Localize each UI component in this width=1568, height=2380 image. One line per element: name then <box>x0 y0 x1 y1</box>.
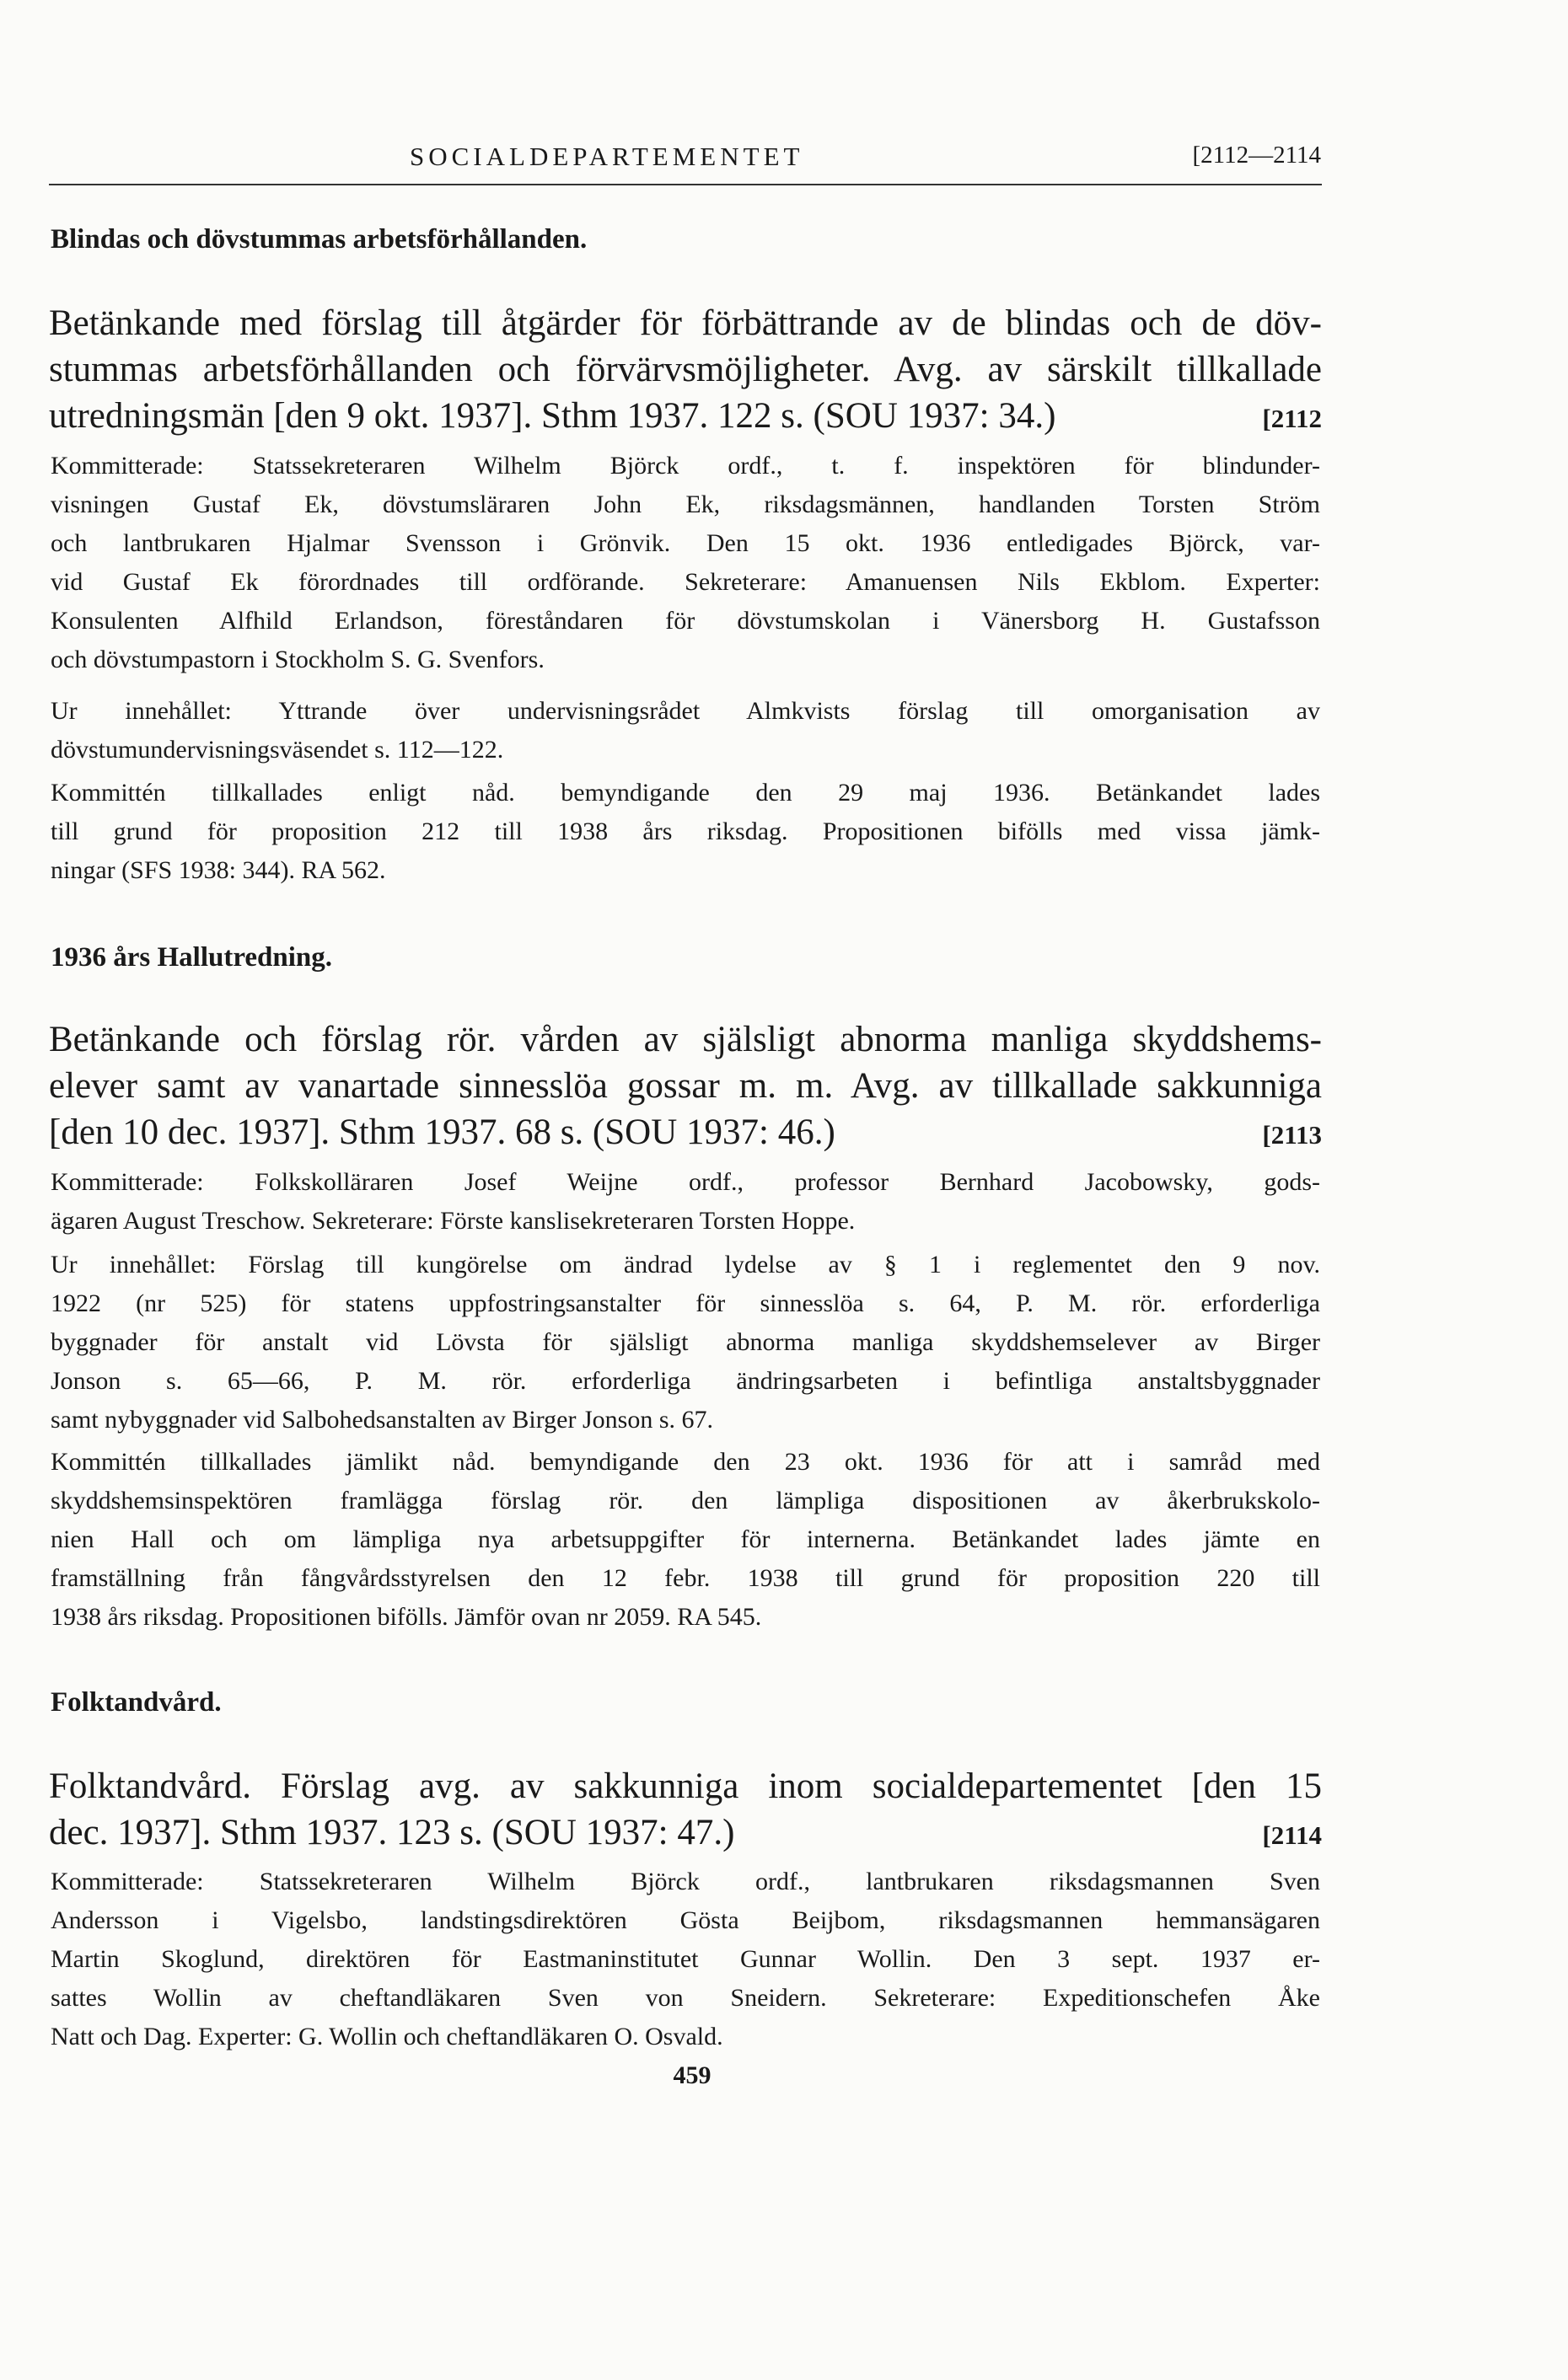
paragraph-kommitterade-2112 <box>51 447 1320 679</box>
text-line: samt nybyggnader vid Salbohedsanstalten av Birger Jonson s. 67. <box>51 1406 714 1434</box>
text-line: Kommittén tillkallades jämlikt nåd. bemyndigande den 23 okt. 1936 för att i samråd med <box>51 1448 1320 1476</box>
running-range: [2112—2114 <box>1192 142 1321 169</box>
text-line: Kommitterade: Statssekreteraren Wilhelm Björck ordf., lantbrukaren riksdagsmannen Sven <box>51 1868 1320 1895</box>
paragraph-innehall-2113 <box>51 1246 1320 1439</box>
title-line: Folktandvård. Förslag avg. av sakkunniga inom socialdepartementet [den 15 <box>49 1766 1322 1806</box>
text-line: Kommittén tillkallades enligt nåd. bemyndigande den 29 maj 1936. Betänkandet lades <box>51 779 1320 807</box>
text-line: Kommitterade: Statssekreteraren Wilhelm Björck ordf., t. f. inspektören för blindunder- <box>51 452 1320 480</box>
paragraph-kommitterade-2113 <box>51 1163 1320 1241</box>
entry-title-2114 <box>49 1763 1322 1858</box>
paragraph-kommitten-2112 <box>51 774 1320 890</box>
text-line: sattes Wollin av cheftandläkaren Sven von Sneidern. Sekreterare: Expeditionschefen Åke <box>51 1984 1320 2012</box>
text-line: Kommitterade: Folkskolläraren Josef Weijne ordf., professor Bernhard Jacobowsky, gods- <box>51 1168 1320 1196</box>
entry-title-2113 <box>49 1016 1322 1158</box>
text-line: Ur innehållet: Förslag till kungörelse om ändrad lydelse av § 1 i reglementet den 9 nov. <box>51 1251 1320 1278</box>
paragraph-innehall-2112 <box>51 692 1320 769</box>
title-line: dec. 1937]. Sthm 1937. 123 s. (SOU 1937: 47.) <box>49 1813 735 1852</box>
running-title: SOCIALDEPARTEMENTET <box>410 142 804 171</box>
text-line: 1922 (nr 525) för statens uppfostringsanstalter för sinnesslöa s. 64, P. M. rör. erforderliga <box>51 1289 1320 1317</box>
text-line: nien Hall och om lämpliga nya arbetsuppgifter för internerna. Betänkandet lades jämte en <box>51 1525 1320 1553</box>
entry-number-2113: [2113 <box>1262 1120 1322 1150</box>
text-line: Ur innehållet: Yttrande över undervisningsrådet Almkvists förslag till omorganisation av <box>51 697 1320 725</box>
entry-number-2114: [2114 <box>1262 1820 1322 1850</box>
text-line: ägaren August Treschow. Sekreterare: Förste kanslisekreteraren Torsten Hoppe. <box>51 1207 856 1235</box>
entry-title-2112 <box>49 300 1322 442</box>
paragraph-kommitten-2113 <box>51 1443 1320 1637</box>
section-heading-hallutredning: 1936 års Hallutredning. <box>51 942 333 973</box>
text-line: Konsulenten Alfhild Erlandson, föreståndaren för dövstumskolan i Vänersborg H. Gustafsson <box>51 607 1320 635</box>
title-line: Betänkande med förslag till åtgärder för förbättrande av de blindas och de döv- <box>49 303 1322 343</box>
title-line: utredningsmän [den 9 okt. 1937]. Sthm 1937. 122 s. (SOU 1937: 34.) <box>49 396 1056 436</box>
title-line: [den 10 dec. 1937]. Sthm 1937. 68 s. (SOU 1937: 46.) <box>49 1112 835 1152</box>
text-line: Andersson i Vigelsbo, landstingsdirektören Gösta Beijbom, riksdagsmannen hemmansägaren <box>51 1906 1320 1934</box>
text-line: Natt och Dag. Experter: G. Wollin och cheftandläkaren O. Osvald. <box>51 2023 723 2050</box>
text-line: och lantbrukaren Hjalmar Svensson i Grönvik. Den 15 okt. 1936 entledigades Björck, var- <box>51 529 1320 557</box>
section-heading-folktandvard: Folktandvård. <box>51 1687 222 1718</box>
entry-number-2112: [2112 <box>1262 404 1322 433</box>
text-line: till grund för proposition 212 till 1938 års riksdag. Propositionen bifölls med vissa jämk- <box>51 817 1320 845</box>
title-line: elever samt av vanartade sinnesslöa gossar m. m. Avg. av tillkallade sakkunniga <box>49 1066 1322 1106</box>
text-line: vid Gustaf Ek förordnades till ordförande. Sekreterare: Amanuensen Nils Ekblom. Experter: <box>51 568 1320 596</box>
title-line: Betänkande och förslag rör. vården av själsligt abnorma manliga skyddshems- <box>49 1020 1322 1059</box>
text-line: skyddshemsinspektören framlägga förslag rör. den lämpliga dispositionen av åkerbrukskolo- <box>51 1487 1320 1514</box>
text-line: Jonson s. 65—66, P. M. rör. erforderliga ändringsarbeten i befintliga anstaltsbyggnader <box>51 1367 1320 1395</box>
text-line: Martin Skoglund, direktören för Eastmaninstitutet Gunnar Wollin. Den 3 sept. 1937 er- <box>51 1945 1320 1973</box>
header-rule <box>49 184 1322 185</box>
text-line: dövstumundervisningsväsendet s. 112—122. <box>51 736 504 764</box>
text-line: visningen Gustaf Ek, dövstumsläraren John Ek, riksdagsmännen, handlanden Torsten Ström <box>51 490 1320 518</box>
running-head <box>0 142 1568 184</box>
text-line: och dövstumpastorn i Stockholm S. G. Svenfors. <box>51 646 545 673</box>
section-heading-blindas: Blindas och dövstummas arbetsförhållanden. <box>51 224 588 255</box>
paragraph-kommitterade-2114 <box>51 1863 1320 2056</box>
text-line: ningar (SFS 1938: 344). RA 562. <box>51 856 386 884</box>
text-line: 1938 års riksdag. Propositionen bifölls. Jämför ovan nr 2059. RA 545. <box>51 1603 762 1631</box>
page-number: 459 <box>673 2061 712 2089</box>
title-line: stummas arbetsförhållanden och förvärvsmöjligheter. Avg. av särskilt tillkallade <box>49 350 1322 389</box>
text-line: byggnader för anstalt vid Lövsta för själsligt abnorma manliga skyddshemselever av Birger <box>51 1328 1320 1356</box>
text-line: framställning från fångvårdsstyrelsen den 12 febr. 1938 till grund för proposition 220 till <box>51 1564 1320 1592</box>
